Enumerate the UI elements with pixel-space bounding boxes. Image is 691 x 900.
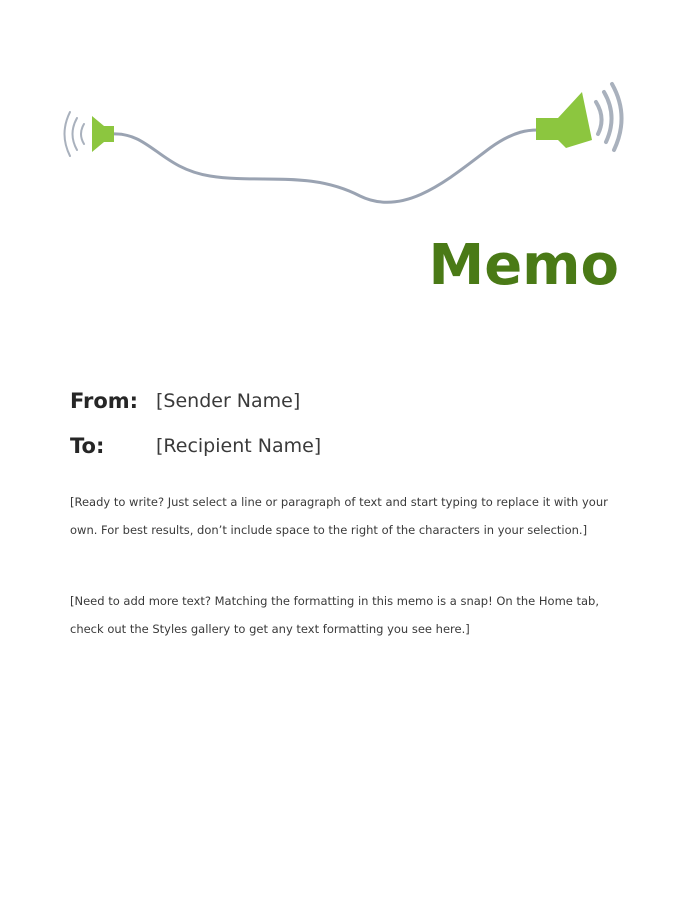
body-paragraph-2[interactable]: [Need to add more text? Matching the formatting in this memo is a snap! On the Home tab, check out the Styles gallery to get any text formatting you see here.]: [70, 594, 600, 636]
speaker-small-icon: [92, 116, 114, 152]
memo-title: Memo: [428, 233, 619, 298]
to-label: To:: [70, 434, 105, 458]
sender-name-field[interactable]: [Sender Name]: [156, 390, 301, 412]
from-row: [70, 386, 300, 416]
speaker-large-icon: [536, 92, 592, 148]
from-label: From:: [70, 389, 139, 413]
body-paragraph-1[interactable]: [Ready to write? Just select a line or paragraph of text and start typing to replace it with your own. For best results, don’t include space to the right of the characters in your selection.]: [70, 495, 608, 537]
header-illustration: [60, 78, 630, 218]
to-row: [70, 431, 321, 461]
sound-waves-left-icon: [65, 112, 85, 156]
sound-waves-right-icon: [596, 84, 622, 150]
recipient-name-field[interactable]: [Recipient Name]: [156, 435, 322, 457]
cable-line: [112, 130, 538, 202]
